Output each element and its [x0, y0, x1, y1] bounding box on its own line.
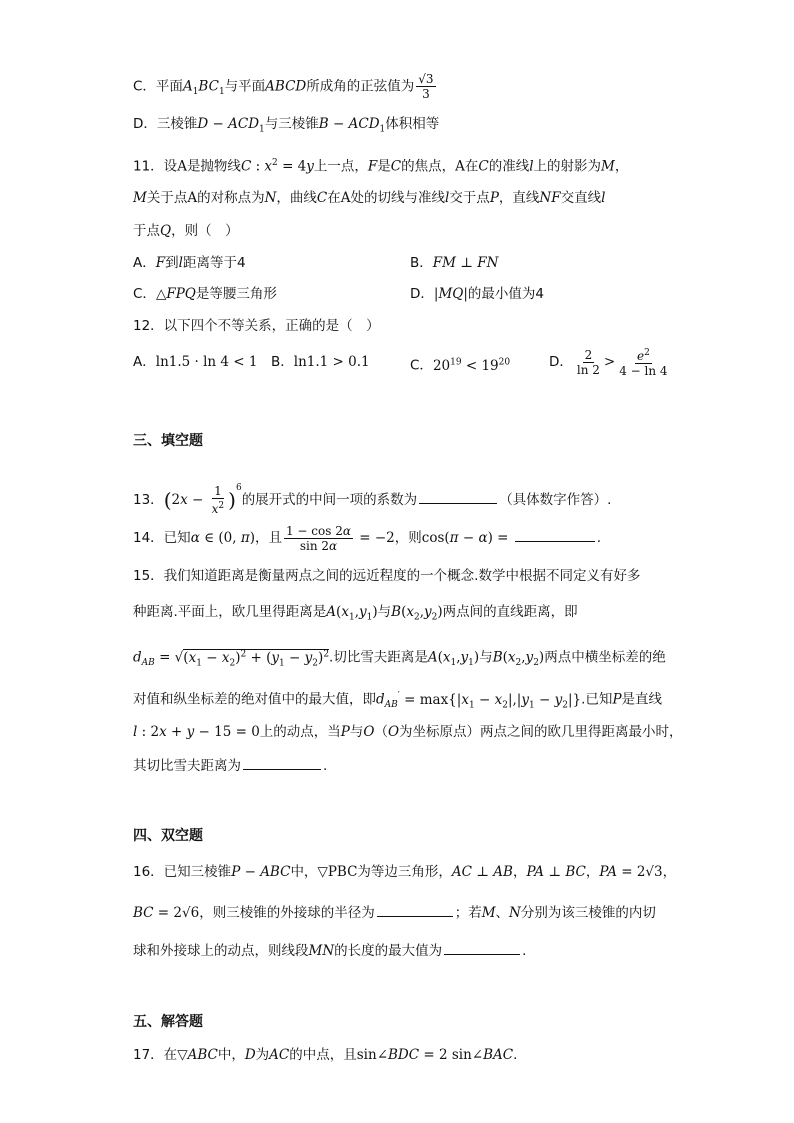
q11-option-a: A．F到l距离等于4: [133, 255, 246, 271]
q17: 17．在▽ABC中，D为AC的中点，且sin∠BDC = 2 sin∠BAC.: [133, 1047, 518, 1063]
q12-option-c: C．$20^{19} < 19^{20}$: [410, 357, 511, 374]
q12-option-d: D． $\frac{2}{\ln 2}$ > $\frac{e^2}{4 - \ln 4}$: [549, 347, 668, 378]
q11-option-d: D．|MQ|的最小值为4: [410, 286, 545, 302]
q11-line-2: M关于点A的对称点为N，曲线C在A处的切线与准线l交于点P，直线NF交直线l: [133, 190, 606, 206]
q11-line-3: 于点Q，则（ ）: [133, 223, 239, 239]
q12-option-a: A．ln1.5 · ln 4 < 1: [133, 354, 258, 370]
q11-option-c: C．△FPQ是等腰三角形: [133, 286, 277, 302]
q11-option-b: B．FM ⊥ FN: [410, 255, 499, 271]
q10-option-d: D．三棱锥$D - ACD_1$与三棱锥$B - ACD_1$体积相等: [133, 116, 440, 135]
q15-line-3: $d_{AB} = √(x_1 - x_2)^2 + (y_1 - y_2)^2$.切比雪夫距离是$A(x_1,y_1)$与$B(x_2,y_2)$两点中横坐标差的绝: [133, 649, 666, 669]
q10-option-c: C．平面$A_1BC_1$与平面ABCD所成角的正弦值为 $\frac{√3}{3}$: [133, 72, 434, 101]
q11-line-1: 11．设A是抛物线C : $x^2 = 4y$上一点，F是C的焦点，A在C的准线l上的射影为M，: [133, 158, 629, 175]
q16-line-2: BC = 2√6，则三棱锥的外接球的半径为 ；若M、N分别为该三棱锥的内切: [133, 905, 656, 921]
q13: 13．(2x − $\frac{1}{x^2}$ )$^6$的展开式的中间一项的系数为 （具体数字作答）.: [133, 483, 612, 516]
q15-line-4: 对值和纵坐标差的绝对值中的最大值，即$d_{AB}' = \max\{|x_1 - x_2|,|y_1 - y_2|\}$.已知P是直线: [133, 691, 663, 711]
section-double-blank-heading: 四、双空题: [133, 828, 203, 844]
q16-line-1: 16．已知三棱锥P − ABC中，▽PBC为等边三角形，AC ⊥ AB，PA ⊥ BC，PA = 2√3，: [133, 864, 677, 880]
q15-line-6: 其切比雪夫距离为 .: [133, 758, 328, 774]
q15-line-5: l : 2x + y − 15 = 0上的动点，当P与O（O为坐标原点）两点之间的欧几里得距离最小时，: [133, 724, 683, 740]
section-fill-in-heading: 三、填空题: [133, 433, 203, 449]
section-solution-heading: 五、解答题: [133, 1014, 203, 1030]
q16-line-3: 球和外接球上的动点，则线段MN的长度的最大值为 .: [133, 943, 527, 959]
q15-line-2: 种距离.平面上，欧几里得距离是$A(x_1,y_1)$与$B(x_2,y_2)$两点间的直线距离，即: [133, 604, 578, 623]
q12-stem: 12．以下四个不等关系，正确的是（ ）: [133, 318, 380, 334]
q12-option-b: B．ln1.1 > 0.1: [271, 354, 370, 370]
q14: 14．已知α ∈ (0, π)，且 $\frac{1 - \cos 2\alpha}{\sin 2\alpha}$ = −2，则cos(π − α) = .: [133, 523, 602, 553]
q15-line-1: 15．我们知道距离是衡量两点之间的远近程度的一个概念.数学中根据不同定义有好多: [133, 568, 641, 584]
